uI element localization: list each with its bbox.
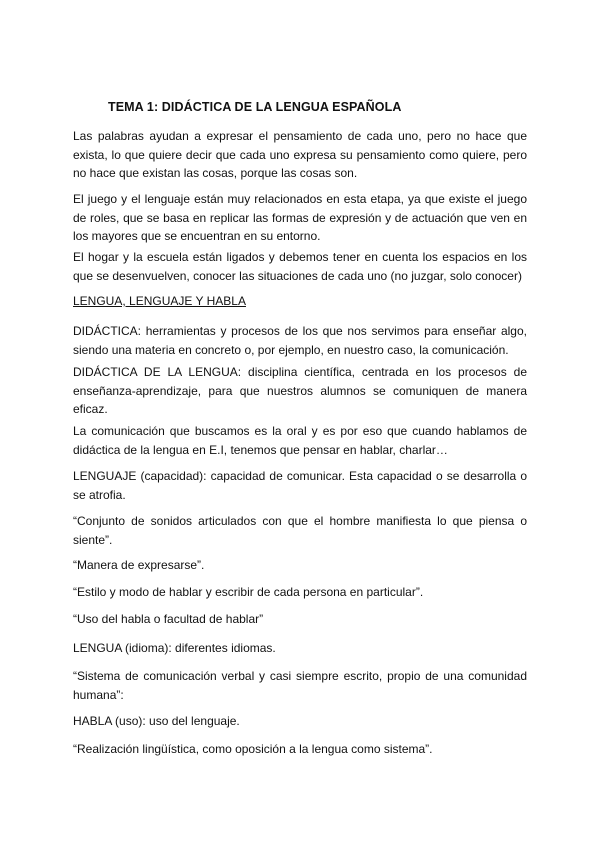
section-heading: LENGUA, LENGUAJE Y HABLA	[73, 294, 246, 308]
paragraph-juego-lenguaje: El juego y el lenguaje están muy relacionados en esta etapa, ya que existe el juego de roles, que se basa en replicar las formas de expresión y de actuación que ven en los mayores que se encuentran en su entorno.	[73, 192, 527, 243]
quote-sistema-comunicacion: “Sistema de comunicación verbal y casi siempre escrito, propio de una comunidad humana”:	[73, 669, 527, 702]
document-title: TEMA 1: DIDÁCTICA DE LA LENGUA ESPAÑOLA	[108, 100, 402, 114]
quote-manera-expresarse: “Manera de expresarse”.	[73, 558, 205, 572]
quote-uso-habla: “Uso del habla o facultad de hablar”	[73, 612, 264, 626]
quote-conjunto-sonidos: “Conjunto de sonidos articulados con que el hombre manifiesta lo que piensa o siente”.	[73, 514, 527, 547]
paragraph-comunicacion-oral: La comunicación que buscamos es la oral y es por eso que cuando hablamos de didáctica de la lengua en E.I, tenemos que pensar en hablar, charlar…	[73, 424, 527, 457]
quote-estilo-modo: “Estilo y modo de hablar y escribir de cada persona en particular”.	[73, 585, 424, 599]
quote-realizacion-linguistica: “Realización lingüística, como oposición a la lengua como sistema”.	[73, 742, 433, 756]
paragraph-intro: Las palabras ayudan a expresar el pensamiento de cada uno, pero no hace que exista, lo que quiere decir que cada uno expresa su pensamiento como quiere, pero no hace que existan las cosas, porque las cosas son.	[73, 129, 527, 180]
paragraph-lengua: LENGUA (idioma): diferentes idiomas.	[73, 641, 276, 655]
paragraph-lenguaje: LENGUAJE (capacidad): capacidad de comunicar. Esta capacidad o se desarrolla o se atrofia.	[73, 469, 527, 502]
paragraph-didactica: DIDÁCTICA: herramientas y procesos de los que nos servimos para enseñar algo, siendo una materia en concreto o, por ejemplo, en nuestro caso, la comunicación.	[73, 324, 527, 357]
paragraph-hogar-escuela: El hogar y la escuela están ligados y debemos tener en cuenta los espacios en los que se desenvuelven, conocer las situaciones de cada uno (no juzgar, solo conocer)	[73, 250, 527, 283]
paragraph-habla: HABLA (uso): uso del lenguaje.	[73, 714, 240, 728]
paragraph-didactica-lengua: DIDÁCTICA DE LA LENGUA: disciplina científica, centrada en los procesos de enseñanza-aprendizaje, para que nuestros alumnos se comuniquen de manera eficaz.	[73, 365, 527, 416]
